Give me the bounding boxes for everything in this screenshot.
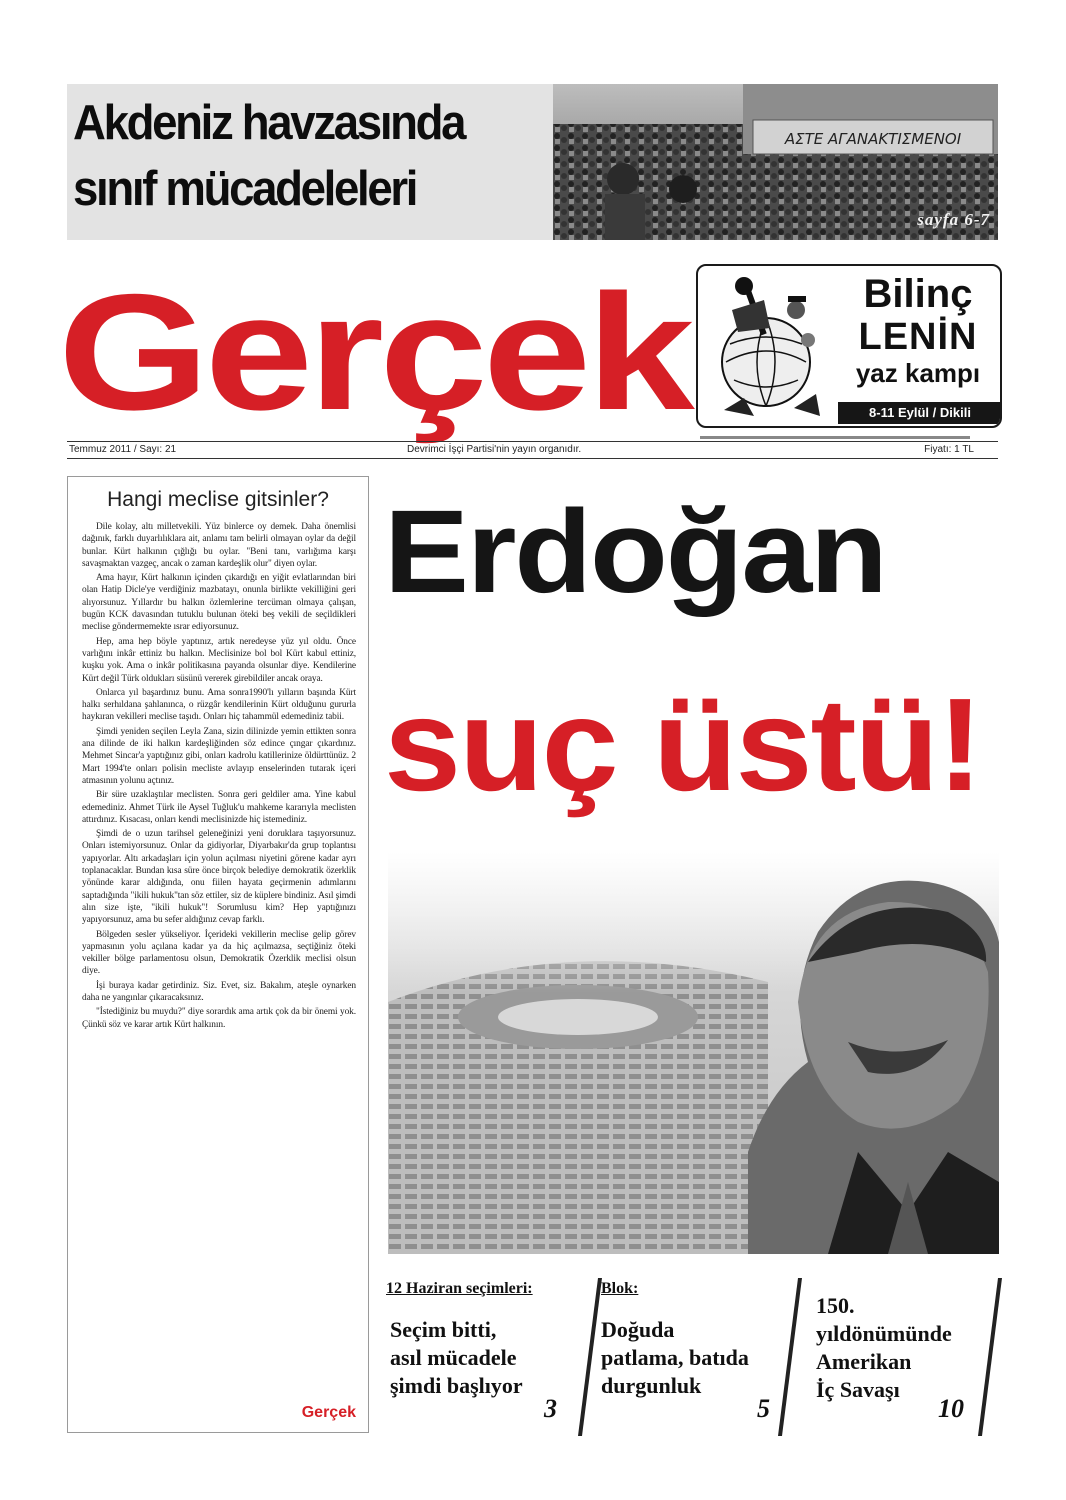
main-headline-line1: Erdoğan bbox=[384, 486, 886, 618]
teaser-title bbox=[816, 1292, 952, 1404]
promo-date: 8-11 Eylül / Dikili bbox=[838, 402, 1002, 424]
editorial-title: Hangi meclise gitsinler? bbox=[107, 488, 329, 511]
teaser-divider bbox=[578, 1278, 602, 1436]
issue-date: Temmuz 2011 / Sayı: 21 bbox=[69, 444, 177, 455]
banner-headline-line2: sınıf mücadeleleri bbox=[73, 162, 417, 216]
editorial-paragraph: Dile kolay, altı milletvekili. Yüz binlerce oy demek. Daha önemlisi dağınık, farklı duyarlılıklara ait, anlamı tam belirli olmayan oylar da değil bunlar. Kürt halkının çığlığı bu oylar. "Beni tanı, varlığıma karşı savaşmaktan vazgeç, ancak o zaman kardeşlik olur" diyen oylar. bbox=[82, 522, 356, 569]
editorial-paragraph: "İstediğiniz bu muydu?" diye sorardık ama artık çok da bir önemi yok. Çünkü söz ve karar artık Kürt halkının. bbox=[82, 1007, 356, 1030]
editorial-article bbox=[67, 476, 369, 1433]
editorial-paragraph: Şimdi yeniden seçilen Leyla Zana, sizin dilinizde yemin ettikten sonra ana dilinde de iki halkın kardeşliğinden söz edince çıngar çıkardınız. Mehmet Sincar'a yaptığınız gibi, onları kadrolu katillerinize öldürttünüz. 2 Mart 1994'te onları polisin mecliste avlayıp enselerinden tutarak içeri atmasının yolunu açtınız. bbox=[82, 726, 356, 786]
teaser-kicker: 12 Haziran seçimleri: bbox=[386, 1280, 533, 1297]
teaser-kicker: Blok: bbox=[601, 1280, 639, 1297]
banner-headline bbox=[73, 90, 547, 222]
price: Fiyatı: 1 TL bbox=[924, 444, 974, 455]
top-banner[interactable] bbox=[67, 84, 998, 240]
teaser-title-line: 150. bbox=[816, 1293, 855, 1318]
teaser-title-line: patlama, batıda bbox=[601, 1345, 749, 1370]
newspaper-masthead: Gerçek bbox=[58, 260, 691, 444]
editorial-body bbox=[82, 521, 356, 1033]
teaser-elections[interactable] bbox=[386, 1278, 592, 1436]
teaser-title-line: İç Savaşı bbox=[816, 1377, 900, 1402]
editorial-paragraph: İşi buraya kadar getirdiniz. Siz. Evet, siz. Bakalım, ateşle oynarken daha ne yangınlar çıkaracaksınız. bbox=[82, 980, 356, 1003]
teaser-page-number: 3 bbox=[544, 1394, 557, 1423]
banner-page-ref: sayfa 6-7 bbox=[917, 210, 990, 229]
editorial-paragraph: Şimdi de o uzun tarihsel geleneğinizi yeni doruklara taşıyorsunuz. Onları istemiyorsunuz. Onlar da gidiyorlar, Diyarbakır'da grup toplantısı yapıyorlar. Altı arkadaşları için yolun açılması niyetini görene kadar ayrı toplanacaklar. Bundan kısa süre önce birçok belediye demokratik özerklik yönünde karar aldığında, onu fiilen hayata geçirmenin adımlarını saptadığında "ikili hukuk"tan söz ettiler, siz de küplere bindiniz. Asıl şimdi alın size işte, "ikili hukuk"! Sorumlusu kim? Hep yaptığınızı yapıyorsunuz, ama bu sefer aldığınız cevap farklı. bbox=[82, 829, 356, 926]
lenin-globe-illustration bbox=[704, 270, 840, 422]
editorial-paragraph: Bir süre uzaklaştılar meclisten. Sonra geri geldiler ama. Yine kabul edemediniz. Ahmet Türk ile Aysel Tuğluk'u mahkeme kararıyla meclisten attırdınız. Kısacası, onları kendi meclisinizde hiç istemediniz. bbox=[82, 790, 356, 825]
editorial-paragraph: Ama hayır, Kürt halkının içinden çıkardığı en yiğit evlatlarından biri olan Hatip Dicle'ye verdiğiniz mazbatayı, onunla birlikte vekilliğini geri alıyorsunuz. Yıllardır bu halkın özlemlerine tercüman olmaya çalışan, bugün KCK davasından tutuklu bulunan öteki beş vekili de seçildikleri meclise göndermemekte ısrar ediyorsunuz. bbox=[82, 573, 356, 633]
teaser-title-line: Doğuda bbox=[601, 1317, 675, 1342]
teaser-title bbox=[601, 1316, 749, 1400]
teaser-divider bbox=[978, 1278, 1002, 1436]
teaser-title-line: asıl mücadele bbox=[390, 1345, 517, 1370]
promo-shadow bbox=[700, 436, 970, 439]
teaser-divider bbox=[778, 1278, 802, 1436]
editorial-paragraph: Bölgeden sesler yükseliyor. İçerideki vekillerin meclise gelip görev yapmasının yolu açılana kadar ya da hiç açılmazsa, seçtiğiniz öteki vekiller bölge parlamentosu olsun, Demokratik Özerklik meclisi olsun diye. bbox=[82, 929, 356, 977]
teaser-title-line: Seçim bitti, bbox=[390, 1317, 497, 1342]
parliament-photo bbox=[388, 852, 999, 1254]
promo-line1: Bilinç bbox=[863, 272, 973, 316]
publisher-tagline: Devrimci İşçi Partisi'nin yayın organıdır. bbox=[407, 444, 582, 455]
editorial-paragraph: Onlarca yıl başardınız bunu. Ama sonra1990'lı yılların başında Kürt halkı serhıldana şahlanınca, o rüzgâr kendilerinin Kürt olduğunu gururla haykıran vekilleri meclise taşıdı. Onları hiç tahammül edemediniz tabii. bbox=[82, 687, 356, 723]
teaser-title-line: yıldönümünde bbox=[816, 1321, 952, 1346]
editorial-paragraph: Hep, ama hep böyle yaptınız, artık neredeyse yüz yıl oldu. Önce varlığını inkâr ettiniz bu halkın. Meclisinize bol bol Kürt kabul ettiniz, kuşku yok. Ama o inkâr politikasına payanda olsunlar diye. Kendilerine Kürt değil Türk oldukları süsünü vererek girebildiler ancak oraya. bbox=[82, 636, 356, 684]
banner-headline-line1: Akdeniz havzasında bbox=[73, 96, 465, 150]
teaser-title bbox=[390, 1316, 523, 1400]
main-headline-line2: suç üstü! bbox=[384, 671, 982, 818]
summer-camp-promo[interactable] bbox=[696, 264, 1002, 428]
promo-title bbox=[848, 272, 988, 388]
teaser-title-line: Amerikan bbox=[816, 1349, 912, 1374]
editorial-signature: Gerçek bbox=[301, 1404, 356, 1421]
teaser-page-number: 5 bbox=[757, 1394, 770, 1423]
banner-photo-sign: ΑΣΤΕ ΑΓΑΝΑΚΤΙΣΜΕΝΟΙ bbox=[784, 130, 962, 148]
teaser-title-line: durgunluk bbox=[601, 1373, 702, 1398]
promo-line2: LENİN bbox=[858, 316, 978, 358]
teaser-page-number: 10 bbox=[938, 1394, 964, 1423]
teaser-title-line: şimdi başlıyor bbox=[390, 1373, 523, 1398]
teaser-economy[interactable] bbox=[601, 1278, 791, 1436]
teaser-civil-war[interactable] bbox=[812, 1278, 982, 1436]
promo-line3: yaz kampı bbox=[855, 358, 981, 388]
